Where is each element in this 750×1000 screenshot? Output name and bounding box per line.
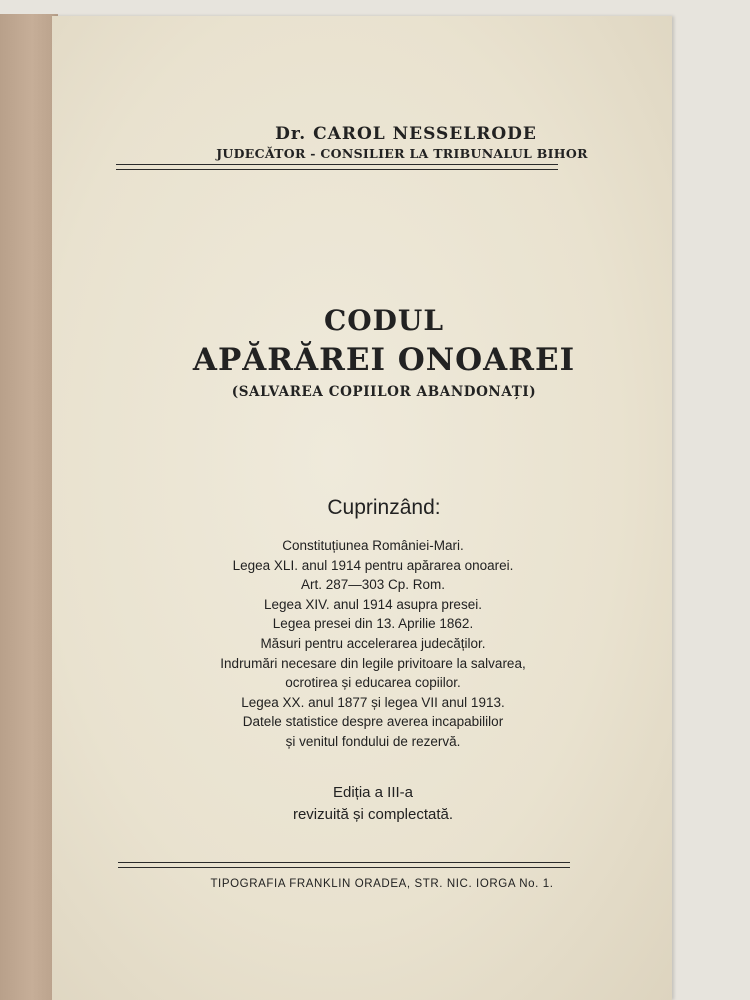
author-name: Dr. CAROL NESSELRODE (275, 124, 537, 144)
edition-line-1: Ediția a III-a (332, 784, 414, 801)
contents-list (52, 536, 672, 752)
contents-item: Legea XIV. anul 1914 asupra presei. (264, 596, 482, 612)
printer-imprint: TIPOGRAFIA FRANKLIN ORADEA, STR. NIC. IORGA No. 1. (210, 878, 554, 890)
author-role: JUDECĂTOR - CONSILIER LA TRIBUNALUL BIHOR (216, 146, 588, 161)
contents-heading: Cuprinzând: (327, 496, 441, 519)
title-page (52, 16, 672, 1000)
footer-divider (118, 862, 570, 868)
title-subtitle: (SALVAREA COPIILOR ABANDONAȚI) (231, 384, 537, 400)
contents-item: ocrotirea și educarea copiilor. (285, 675, 461, 691)
contents-item: Constituțiunea României-Mari. (282, 538, 464, 553)
contents-item: Legea presei din 13. Aprilie 1862. (272, 616, 474, 632)
book-spine (0, 14, 58, 1000)
contents-item: Indrumări necesare din legile privitoare la salvarea, (220, 655, 526, 671)
edition-line-2: revizuită și complectată. (292, 806, 454, 823)
contents-item: Legea XLI. anul 1914 pentru apărarea onoarei. (232, 557, 514, 573)
title-line-2: APĂRĂREI ONOAREI (192, 342, 576, 378)
contents-item: și venitul fondului de rezervă. (285, 733, 461, 749)
header-divider (116, 164, 558, 170)
contents-item: Art. 287—303 Cp. Rom. (300, 577, 446, 593)
contents-item: Măsuri pentru accelerarea judecăților. (260, 635, 486, 651)
title-line-1: CODUL (323, 304, 445, 337)
contents-item: Datele statistice despre averea incapabililor (242, 714, 504, 730)
edition-note (52, 782, 672, 826)
contents-item: Legea XX. anul 1877 și legea VII anul 1913. (241, 694, 505, 710)
